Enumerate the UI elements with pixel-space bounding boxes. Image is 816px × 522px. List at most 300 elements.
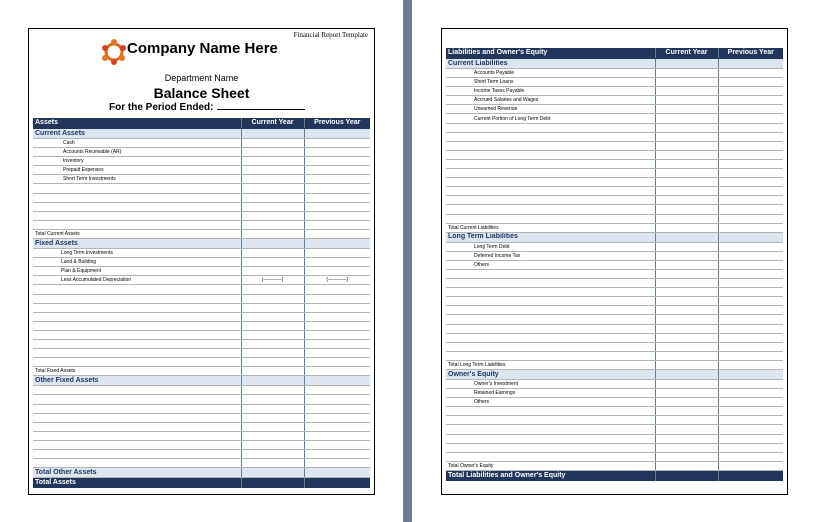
company-logo-icon	[101, 39, 127, 65]
value-cell[interactable]	[655, 461, 718, 470]
value-cell[interactable]	[304, 450, 370, 459]
table-row	[446, 150, 783, 159]
value-cell[interactable]	[718, 370, 783, 380]
total-owners-equity-label: Total Owner's Equity	[446, 461, 655, 470]
value-cell[interactable]	[304, 267, 370, 276]
table-row	[33, 395, 370, 404]
value-cell[interactable]	[718, 59, 783, 69]
value-cell[interactable]	[718, 178, 783, 187]
value-cell[interactable]	[655, 178, 718, 187]
value-cell[interactable]	[655, 196, 718, 205]
value-cell[interactable]	[718, 416, 783, 425]
value-cell[interactable]	[241, 468, 304, 478]
value-cell[interactable]	[241, 166, 304, 175]
value-cell[interactable]	[718, 105, 783, 114]
value-cell[interactable]	[304, 321, 370, 330]
label-cell	[446, 351, 655, 360]
value-cell[interactable]	[304, 193, 370, 202]
label-cell	[446, 434, 655, 443]
section-fixed-assets: Fixed Assets	[33, 239, 241, 249]
label-cell	[446, 288, 655, 297]
table-row	[33, 267, 370, 276]
table-row	[446, 187, 783, 196]
table-row	[446, 333, 783, 342]
value-cell[interactable]	[655, 380, 718, 389]
value-cell[interactable]	[718, 87, 783, 96]
table-row	[33, 330, 370, 339]
label-cell	[33, 220, 241, 229]
value-cell[interactable]	[304, 175, 370, 184]
value-cell[interactable]	[304, 312, 370, 321]
value-cell[interactable]	[655, 351, 718, 360]
depreciation-previous[interactable]: (-----------)	[304, 276, 370, 285]
value-cell[interactable]	[655, 407, 718, 416]
table-row	[33, 349, 370, 358]
label-cell	[33, 431, 241, 440]
value-cell[interactable]	[241, 367, 304, 376]
value-cell[interactable]	[655, 214, 718, 223]
value-cell[interactable]	[718, 159, 783, 168]
column-header-previous-year: Previous Year	[304, 118, 370, 129]
section-current-assets: Current Assets	[33, 129, 241, 139]
period-input-line[interactable]	[217, 101, 305, 110]
value-cell[interactable]	[655, 443, 718, 452]
table-row	[446, 398, 783, 407]
value-cell[interactable]	[655, 389, 718, 398]
table-row	[33, 294, 370, 303]
table-row	[33, 413, 370, 422]
label-cell	[446, 306, 655, 315]
table-row	[33, 303, 370, 312]
value-cell[interactable]	[304, 459, 370, 468]
table-row	[33, 358, 370, 367]
value-cell[interactable]	[241, 220, 304, 229]
table-row	[33, 376, 370, 386]
value-cell[interactable]	[655, 297, 718, 306]
table-row	[446, 159, 783, 168]
value-cell[interactable]	[304, 285, 370, 294]
value-cell[interactable]	[718, 223, 783, 232]
table-row	[33, 193, 370, 202]
value-cell[interactable]	[655, 205, 718, 214]
row-label: Income Taxes Payable	[446, 87, 655, 96]
row-label: Retained Earnings	[446, 389, 655, 398]
department-name: Department Name	[164, 73, 239, 83]
value-cell[interactable]	[718, 380, 783, 389]
label-cell	[33, 321, 241, 330]
value-cell[interactable]	[655, 105, 718, 114]
value-cell[interactable]	[304, 349, 370, 358]
value-cell[interactable]	[718, 196, 783, 205]
value-cell[interactable]	[655, 306, 718, 315]
row-label: Cash	[33, 139, 241, 148]
value-cell[interactable]	[718, 78, 783, 87]
table-row	[446, 169, 783, 178]
value-cell[interactable]	[718, 123, 783, 132]
table-row	[33, 184, 370, 193]
value-cell[interactable]	[304, 239, 370, 249]
value-cell[interactable]	[304, 404, 370, 413]
value-cell[interactable]	[718, 288, 783, 297]
value-cell[interactable]	[718, 407, 783, 416]
section-owners-equity: Owner's Equity	[446, 370, 655, 380]
label-cell	[33, 450, 241, 459]
table-row	[446, 178, 783, 187]
value-cell[interactable]	[718, 69, 783, 78]
value-cell[interactable]	[655, 96, 718, 105]
table-row	[33, 312, 370, 321]
table-row	[33, 404, 370, 413]
value-cell[interactable]	[241, 386, 304, 395]
value-cell[interactable]	[304, 367, 370, 376]
value-cell[interactable]	[241, 249, 304, 258]
page-assets	[28, 28, 375, 495]
label-cell	[33, 312, 241, 321]
table-row	[446, 260, 783, 269]
value-cell[interactable]	[718, 242, 783, 251]
table-row	[446, 96, 783, 105]
table-row	[33, 211, 370, 220]
value-cell[interactable]	[241, 339, 304, 348]
column-header-current-year: Current Year	[241, 118, 304, 129]
value-cell[interactable]	[655, 223, 718, 232]
row-label: Deferred Income Tax	[446, 251, 655, 260]
label-cell	[446, 150, 655, 159]
value-cell[interactable]	[718, 187, 783, 196]
value-cell[interactable]	[718, 315, 783, 324]
row-label: Others	[446, 398, 655, 407]
table-row	[446, 288, 783, 297]
value-cell[interactable]	[655, 324, 718, 333]
total-fixed-assets-label: Total Fixed Assets	[33, 367, 241, 376]
value-cell[interactable]	[241, 285, 304, 294]
table-row	[33, 229, 370, 238]
value-cell[interactable]	[304, 478, 370, 489]
value-cell[interactable]	[718, 132, 783, 141]
table-row	[33, 422, 370, 431]
value-cell[interactable]	[241, 148, 304, 157]
page-separator	[403, 0, 412, 522]
value-cell[interactable]	[241, 211, 304, 220]
table-row	[33, 468, 370, 478]
label-cell	[33, 386, 241, 395]
label-cell	[446, 214, 655, 223]
value-cell[interactable]	[304, 129, 370, 139]
label-cell	[446, 333, 655, 342]
value-cell[interactable]	[718, 389, 783, 398]
row-label: Current Portion of Long Term Debt	[446, 114, 655, 123]
label-cell	[33, 330, 241, 339]
value-cell[interactable]	[718, 398, 783, 407]
value-cell[interactable]	[241, 193, 304, 202]
value-cell[interactable]	[304, 139, 370, 148]
label-cell	[33, 211, 241, 220]
value-cell[interactable]	[241, 404, 304, 413]
value-cell[interactable]	[304, 339, 370, 348]
value-cell[interactable]	[241, 303, 304, 312]
table-row	[446, 269, 783, 278]
value-cell[interactable]	[241, 395, 304, 404]
table-row	[446, 315, 783, 324]
value-cell[interactable]	[304, 229, 370, 238]
value-cell[interactable]	[718, 214, 783, 223]
liabilities-table	[446, 48, 783, 482]
total-long-term-label: Total Long Term Liabilities	[446, 360, 655, 369]
value-cell[interactable]	[304, 376, 370, 386]
value-cell[interactable]	[241, 139, 304, 148]
value-cell[interactable]	[655, 141, 718, 150]
value-cell[interactable]	[241, 440, 304, 449]
table-row	[446, 342, 783, 351]
value-cell[interactable]	[655, 114, 718, 123]
value-cell[interactable]	[655, 87, 718, 96]
value-cell[interactable]	[655, 169, 718, 178]
page-title: Balance Sheet	[153, 85, 250, 101]
label-cell	[33, 395, 241, 404]
value-cell[interactable]	[241, 129, 304, 139]
table-row	[446, 425, 783, 434]
table-row	[446, 78, 783, 87]
value-cell[interactable]	[655, 452, 718, 461]
value-cell[interactable]	[655, 232, 718, 242]
value-cell[interactable]	[655, 159, 718, 168]
value-cell[interactable]	[655, 269, 718, 278]
value-cell[interactable]	[718, 269, 783, 278]
value-cell[interactable]	[655, 242, 718, 251]
value-cell[interactable]	[304, 258, 370, 267]
value-cell[interactable]	[718, 342, 783, 351]
value-cell[interactable]	[304, 303, 370, 312]
table-row	[446, 114, 783, 123]
table-row	[33, 258, 370, 267]
value-cell[interactable]	[718, 141, 783, 150]
value-cell[interactable]	[241, 413, 304, 422]
value-cell[interactable]	[304, 148, 370, 157]
assets-table	[33, 118, 370, 489]
value-cell[interactable]	[655, 370, 718, 380]
row-label: Unearned Revenue	[446, 105, 655, 114]
value-cell[interactable]	[718, 279, 783, 288]
page-liabilities	[441, 28, 788, 495]
table-row	[33, 175, 370, 184]
value-cell[interactable]	[655, 260, 718, 269]
table-row	[446, 251, 783, 260]
value-cell[interactable]	[304, 184, 370, 193]
row-label: Less Accumulated Depreciation	[33, 276, 241, 285]
value-cell[interactable]	[718, 297, 783, 306]
row-label: Owner's Investment	[446, 380, 655, 389]
value-cell[interactable]	[718, 351, 783, 360]
table-row	[33, 129, 370, 139]
value-cell[interactable]	[718, 169, 783, 178]
label-cell	[33, 184, 241, 193]
table-header-row	[446, 48, 783, 59]
value-cell[interactable]	[655, 342, 718, 351]
label-cell	[33, 440, 241, 449]
row-label: Accounts Payable	[446, 69, 655, 78]
row-label: Plan & Equipment	[33, 267, 241, 276]
value-cell[interactable]	[655, 425, 718, 434]
value-cell[interactable]	[718, 260, 783, 269]
label-cell	[33, 404, 241, 413]
label-cell	[446, 123, 655, 132]
value-cell[interactable]	[241, 431, 304, 440]
value-cell[interactable]	[304, 166, 370, 175]
label-cell	[446, 315, 655, 324]
total-current-assets-label: Total Current Assets	[33, 229, 241, 238]
value-cell[interactable]	[655, 288, 718, 297]
value-cell[interactable]	[655, 398, 718, 407]
value-cell[interactable]	[304, 211, 370, 220]
value-cell[interactable]	[304, 422, 370, 431]
value-cell[interactable]	[304, 157, 370, 166]
value-cell[interactable]	[655, 416, 718, 425]
value-cell[interactable]	[655, 279, 718, 288]
value-cell[interactable]	[241, 229, 304, 238]
value-cell[interactable]	[718, 324, 783, 333]
table-row	[446, 452, 783, 461]
value-cell[interactable]	[304, 249, 370, 258]
value-cell[interactable]	[655, 470, 718, 481]
table-row	[33, 339, 370, 348]
label-cell	[33, 193, 241, 202]
value-cell[interactable]	[655, 251, 718, 260]
value-cell[interactable]	[304, 386, 370, 395]
table-row	[446, 69, 783, 78]
value-cell[interactable]	[304, 395, 370, 404]
column-header-current-year: Current Year	[655, 48, 718, 59]
depreciation-current[interactable]: (-----------)	[241, 276, 304, 285]
value-cell[interactable]	[241, 175, 304, 184]
value-cell[interactable]	[655, 132, 718, 141]
table-row	[446, 214, 783, 223]
label-cell	[33, 422, 241, 431]
value-cell[interactable]	[304, 468, 370, 478]
value-cell[interactable]	[241, 330, 304, 339]
value-cell[interactable]	[718, 232, 783, 242]
value-cell[interactable]	[655, 69, 718, 78]
total-assets-label: Total Assets	[33, 478, 241, 489]
column-header-assets: Assets	[33, 118, 241, 129]
table-row	[446, 87, 783, 96]
value-cell[interactable]	[718, 425, 783, 434]
value-cell[interactable]	[718, 205, 783, 214]
value-cell[interactable]	[241, 294, 304, 303]
value-cell[interactable]	[718, 96, 783, 105]
table-row	[33, 166, 370, 175]
value-cell[interactable]	[718, 333, 783, 342]
value-cell[interactable]	[655, 78, 718, 87]
table-row	[33, 431, 370, 440]
value-cell[interactable]	[655, 434, 718, 443]
company-name: Company Name Here	[127, 40, 278, 57]
value-cell[interactable]	[241, 422, 304, 431]
value-cell[interactable]	[655, 315, 718, 324]
value-cell[interactable]	[304, 294, 370, 303]
value-cell[interactable]	[304, 202, 370, 211]
label-cell	[446, 159, 655, 168]
value-cell[interactable]	[718, 251, 783, 260]
value-cell[interactable]	[241, 478, 304, 489]
value-cell[interactable]	[241, 202, 304, 211]
value-cell[interactable]	[241, 358, 304, 367]
label-cell	[446, 187, 655, 196]
value-cell[interactable]	[304, 220, 370, 229]
table-row	[446, 443, 783, 452]
table-row	[446, 297, 783, 306]
value-cell[interactable]	[718, 461, 783, 470]
value-cell[interactable]	[655, 360, 718, 369]
value-cell[interactable]	[655, 123, 718, 132]
value-cell[interactable]	[241, 267, 304, 276]
value-cell[interactable]	[655, 150, 718, 159]
value-cell[interactable]	[241, 312, 304, 321]
table-row	[33, 367, 370, 376]
table-row	[446, 223, 783, 232]
table-row	[446, 434, 783, 443]
value-cell[interactable]	[718, 150, 783, 159]
value-cell[interactable]	[241, 349, 304, 358]
value-cell[interactable]	[718, 114, 783, 123]
row-label: Inventory	[33, 157, 241, 166]
table-row	[446, 351, 783, 360]
value-cell[interactable]	[304, 330, 370, 339]
table-row	[446, 242, 783, 251]
value-cell[interactable]	[241, 184, 304, 193]
row-label: Land & Building	[33, 258, 241, 267]
value-cell[interactable]	[718, 306, 783, 315]
label-cell	[33, 349, 241, 358]
period-field[interactable]	[109, 101, 305, 113]
total-current-liabilities-label: Total Current Liabilities	[446, 223, 655, 232]
value-cell[interactable]	[718, 360, 783, 369]
value-cell[interactable]	[718, 434, 783, 443]
value-cell[interactable]	[241, 450, 304, 459]
table-row	[446, 360, 783, 369]
value-cell[interactable]	[304, 413, 370, 422]
table-row	[33, 478, 370, 489]
table-row	[446, 324, 783, 333]
table-row	[446, 196, 783, 205]
table-row	[446, 470, 783, 481]
table-header-row	[33, 118, 370, 129]
table-row	[33, 202, 370, 211]
section-current-liabilities: Current Liabilities	[446, 59, 655, 69]
value-cell[interactable]	[304, 358, 370, 367]
value-cell[interactable]	[241, 459, 304, 468]
label-cell	[446, 324, 655, 333]
label-cell	[33, 339, 241, 348]
label-cell	[33, 285, 241, 294]
value-cell[interactable]	[718, 452, 783, 461]
row-label: Accounts Receivable (AR)	[33, 148, 241, 157]
value-cell[interactable]	[241, 239, 304, 249]
table-row	[446, 132, 783, 141]
value-cell[interactable]	[241, 258, 304, 267]
value-cell[interactable]	[241, 157, 304, 166]
value-cell[interactable]	[241, 321, 304, 330]
value-cell[interactable]	[304, 440, 370, 449]
value-cell[interactable]	[655, 187, 718, 196]
value-cell[interactable]	[241, 376, 304, 386]
label-cell	[446, 297, 655, 306]
value-cell[interactable]	[718, 470, 783, 481]
value-cell[interactable]	[655, 59, 718, 69]
value-cell[interactable]	[718, 443, 783, 452]
value-cell[interactable]	[655, 333, 718, 342]
section-long-term-liabilities: Long Term Liabilities	[446, 232, 655, 242]
value-cell[interactable]	[304, 431, 370, 440]
